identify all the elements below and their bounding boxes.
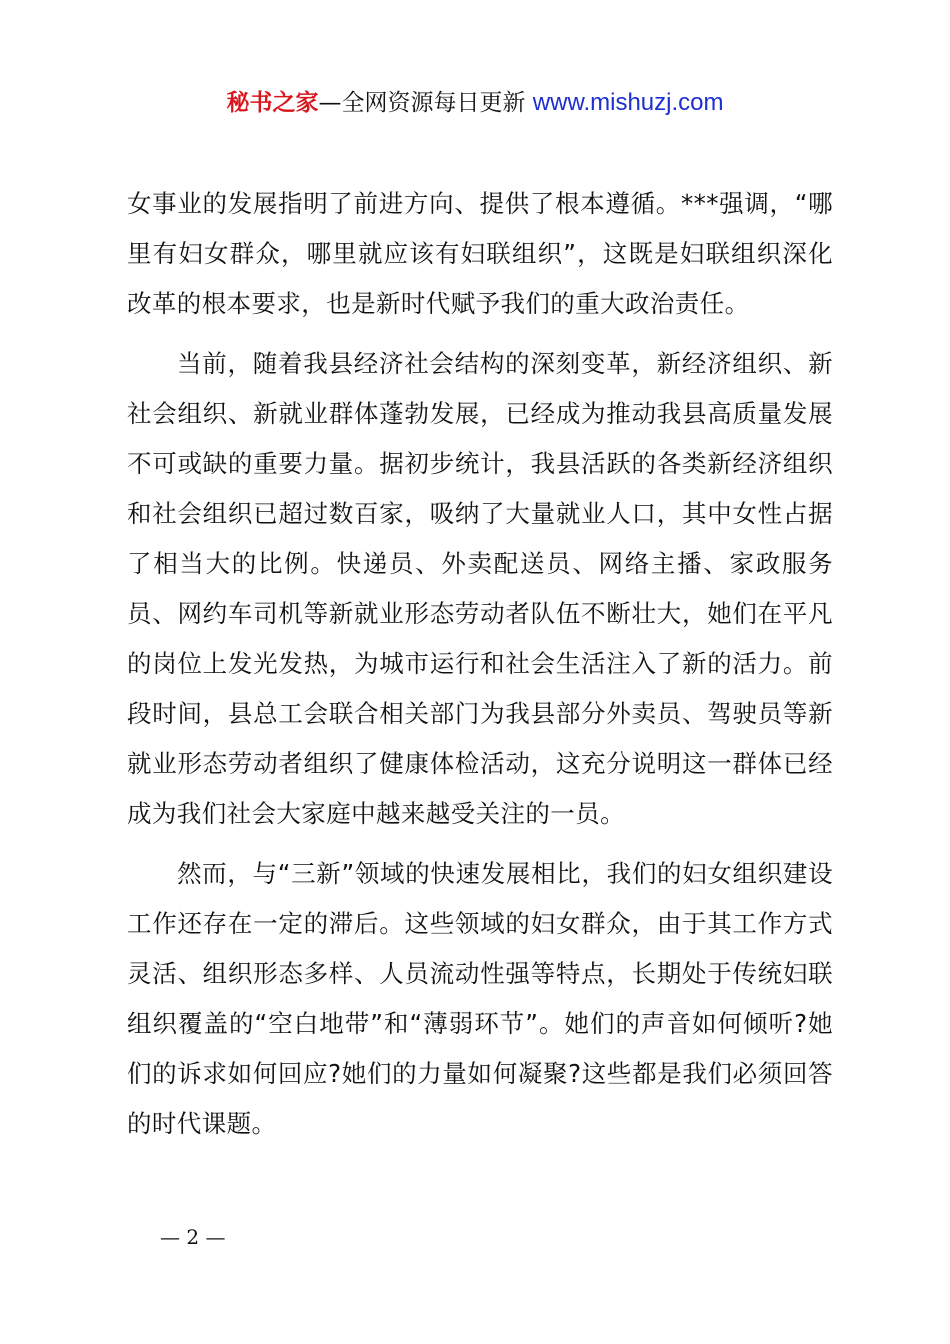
brand-name: 秘书之家	[226, 90, 319, 116]
document-body	[127, 179, 833, 1159]
page-header	[0, 86, 950, 120]
paragraph: 然而，与“三新”领域的快速发展相比，我们的妇女组织建设工作还存在一定的滞后。这些领域的妇女群众，由于其工作方式灵活、组织形态多样、人员流动性强等特点，长期处于传统妇联组织覆盖的“空白地带”和“薄弱环节”。她们的声音如何倾听?她们的诉求如何回应?她们的力量如何凝聚?这些都是我们必须回答的时代课题。	[127, 859, 833, 1138]
page-number: — 2 —	[160, 1225, 226, 1249]
paragraph: 当前，随着我县经济社会结构的深刻变革，新经济组织、新社会组织、新就业群体蓬勃发展，已经成为推动我县高质量发展不可或缺的重要力量。据初步统计，我县活跃的各类新经济组织和社会组织已超过数百家，吸纳了大量就业人口，其中女性占据了相当大的比例。快递员、外卖配送员、网络主播、家政服务员、网约车司机等新就业形态劳动者队伍不断壮大，她们在平凡的岗位上发光发热，为城市运行和社会生活注入了新的活力。前段时间，县总工会联合相关部门为我县部分外卖员、驾驶员等新就业形态劳动者组织了健康体检活动，这充分说明这一群体已经成为我们社会大家庭中越来越受关注的一员。	[127, 349, 833, 828]
paragraph-continued: 女事业的发展指明了前进方向、提供了根本遵循。***强调，“哪里有妇女群众，哪里就应该有妇联组织”，这既是妇联组织深化改革的根本要求，也是新时代赋予我们的重大政治责任。	[127, 189, 833, 318]
header-tagline: —全网资源每日更新	[318, 90, 533, 116]
website-link[interactable]: www.mishuzj.com	[532, 89, 724, 116]
